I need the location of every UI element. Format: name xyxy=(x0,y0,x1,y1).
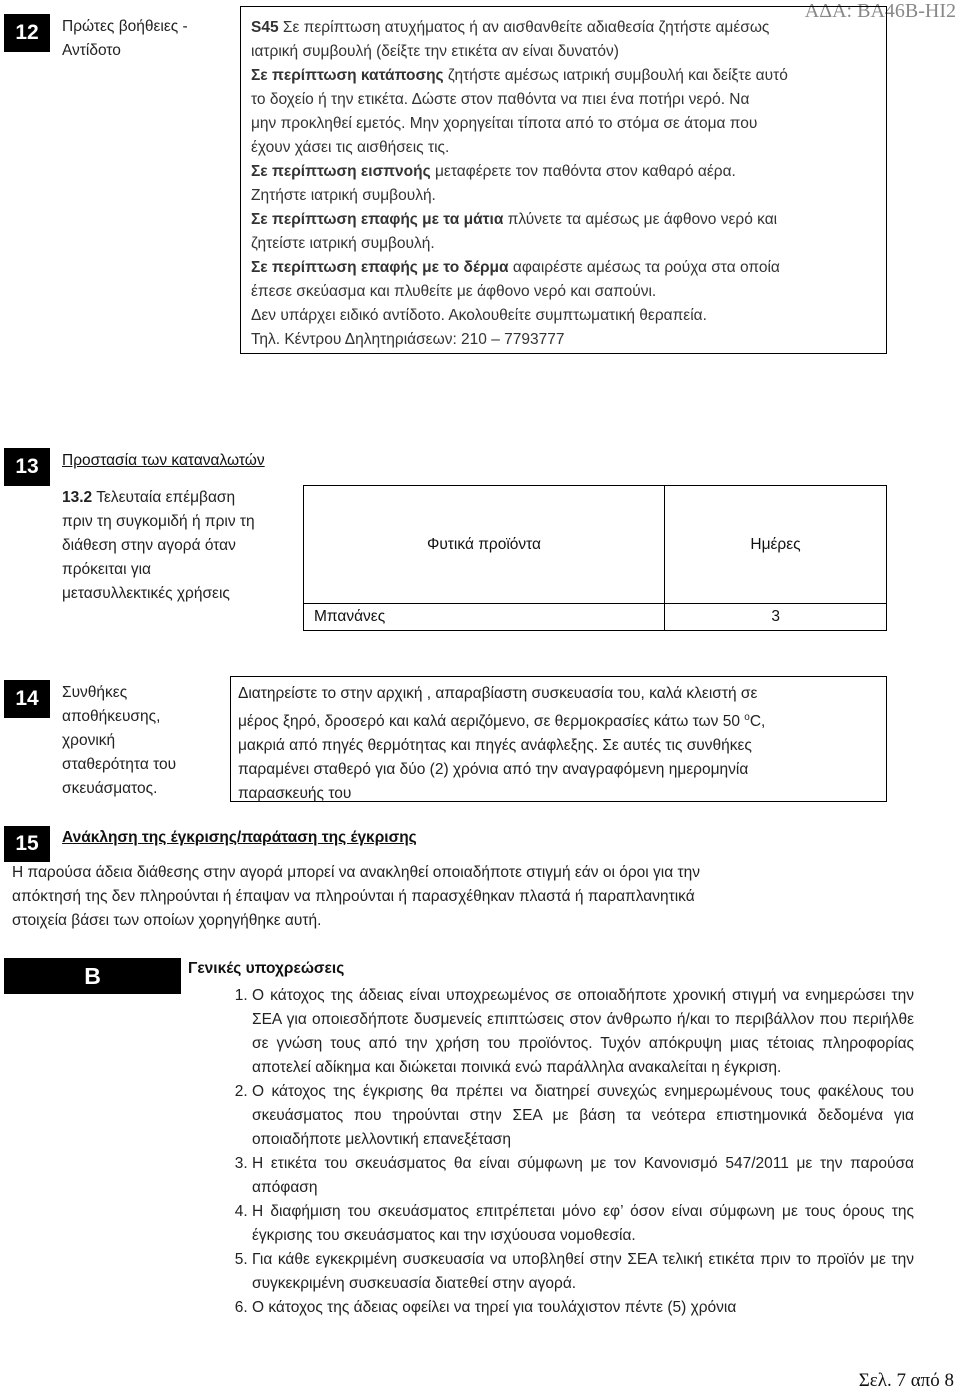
obligation-item: 2. Ο κάτοχος της έγκρισης θα πρέπει να διατηρεί συνεχώς ενημερωμένους τους φακέλους του σκευάσματος που τηρούνται στην ΣΕΑ με βάση τα νεότερα επιστημονικά δεδομένα για οποιαδήποτε μελλοντική επανεξέταση xyxy=(252,1080,914,1152)
text-line: ζητείστε ιατρική συμβουλή. xyxy=(251,235,435,252)
section-12-title xyxy=(62,15,232,63)
text-line: ιατρική συμβουλή (δείξτε την ετικέτα αν είναι δυνατόν) xyxy=(251,43,619,60)
poison-center-phone: Τηλ. Κέντρου Δηλητηριάσεων: 210 – 7793777 xyxy=(251,331,565,348)
text-line: πρόκειται για xyxy=(62,561,152,578)
text: Σε περίπτωση ατυχήματος ή αν αισθανθείτε αδιαθεσία ζητήστε αμέσως xyxy=(278,19,770,36)
obligation-item: 3. Η ετικέτα του σκευάσματος θα είναι σύμφωνη με τον Κανονισμό 547/2011 με την παρούσα απόφαση xyxy=(252,1152,914,1200)
obligation-item: 1. Ο κάτοχος της άδειας είναι υποχρεωμένος σε οποιαδήποτε χρονική στιγμή να ενημερώσει την ΣΕΑ για οποιεσδήποτε δυσμενείς επιπτώσεις στον άνθρωπο ή/και το περιβάλλον που περιήλθε σε γνώση τους από την χρήση του προϊόντος. Τυχόν απόκρυψη μιας τέτοιας πληροφορίας αποτελεί αδίκημα και διώκεται ποινικά ενώ παράλληλα ανακαλείται η έγκριση. xyxy=(252,984,914,1080)
text-line: παραμένει σταθερό για δύο (2) χρόνια από την αναγραφόμενη ημερομηνία xyxy=(238,761,749,779)
page-number: Σελ. 7 από 8 xyxy=(858,1370,954,1391)
section-13-title: Προστασία των καταναλωτών xyxy=(62,452,265,469)
code-s45: S45 xyxy=(251,19,279,36)
section-15-title: Ανάκληση της έγκρισης/παράταση της έγκρισης xyxy=(62,829,417,846)
cell-product: Μπανάνες xyxy=(304,604,665,631)
eye-contact-heading: Σε περίπτωση επαφής με τα μάτια xyxy=(251,211,504,228)
section-15-text xyxy=(12,861,952,933)
text: Τελευταία επέμβαση xyxy=(92,489,236,506)
document-code: ΑΔΑ: ΒΑ46Β-ΗΙ2 xyxy=(804,0,956,22)
text: ζητήστε αμέσως ιατρική συμβουλή και δείξτε αυτό xyxy=(443,67,788,84)
header-days: Ημέρες xyxy=(665,486,887,604)
obligations-list xyxy=(214,984,914,1320)
text-line: χρονική xyxy=(62,732,116,749)
obligation-item: 6. Ο κάτοχος της άδειας οφείλει να τηρεί για τουλάχιστον πέντε (5) χρόνια xyxy=(252,1296,914,1320)
text-line: σταθερότητα του xyxy=(62,756,177,773)
text-line: στοιχεία βάσει των οποίων χορηγήθηκε αυτή. xyxy=(12,912,322,929)
section-13-subtitle xyxy=(62,486,297,606)
text-line: το δοχείο ή την ετικέτα. Δώστε στον παθόντα να πιει ένα ποτήρι νερό. Να xyxy=(251,91,750,108)
section-number-13: 13 xyxy=(4,448,50,486)
text: μέρος ξηρό, δροσερό και καλά αεριζόμενο, σε θερμοκρασίες κάτω των 50 xyxy=(238,713,745,731)
obligation-item: 5. Για κάθε εγκεκριμένη συσκευασία να υποβληθεί στην ΣΕΑ τελική ετικέτα πριν το προϊόν με την συγκεκριμένη συσκευασία διατεθεί στην αγορά. xyxy=(252,1248,914,1296)
header-plant-products: Φυτικά προϊόντα xyxy=(304,486,665,604)
text: C, xyxy=(749,713,766,731)
degree-sup: ο xyxy=(744,712,750,723)
text: μεταφέρετε τον παθόντα στον καθαρό αέρα. xyxy=(430,163,736,180)
text-line: Η παρούσα άδεια διάθεσης στην αγορά μπορεί να ανακληθεί οποιαδήποτε στιγμή εάν οι όροι για την xyxy=(12,864,700,881)
text-line: Ζητήστε ιατρική συμβουλή. xyxy=(251,187,436,204)
skin-contact-heading: Σε περίπτωση επαφής με το δέρμα xyxy=(251,259,509,276)
section-number-15: 15 xyxy=(4,826,50,862)
text-line: μετασυλλεκτικές χρήσεις xyxy=(62,585,230,602)
section-14-title xyxy=(62,681,227,801)
text: αφαιρέστε αμέσως τα ρούχα στα οποία xyxy=(508,259,780,276)
text-line: Συνθήκες xyxy=(62,684,128,701)
text-line: απόκτησή της δεν πληρούνται ή έπαψαν να πληρούνται ή παρασχέθηκαν πλαστά ή παραπλανητικά xyxy=(12,888,695,905)
section-b-title: Γενικές υποχρεώσεις xyxy=(188,960,345,977)
section-12-title-line: Αντίδοτο xyxy=(62,42,121,59)
storage-box xyxy=(230,676,887,802)
text-line: μακριά από πηγές θερμότητας και πηγές ανάφλεξης. Σε αυτές τις συνθήκες xyxy=(238,737,752,755)
text-line: σκευάσματος. xyxy=(62,780,158,797)
text-line: Διατηρείστε το στην αρχική , απαραβίαστη συσκευασία του, καλά κλειστή σε xyxy=(238,685,758,702)
section-letter-b: B xyxy=(4,958,181,994)
section-12-title-line: Πρώτες βοήθειες - xyxy=(62,18,188,35)
first-aid-box xyxy=(240,6,887,354)
text-line: μην προκληθεί εμετός. Μην χορηγείται τίποτα από το στόμα σε άτομα που xyxy=(251,115,758,132)
section-number-12: 12 xyxy=(4,14,50,52)
subsection-number: 13.2 xyxy=(62,489,93,506)
text-line: Δεν υπάρχει ειδικό αντίδοτο. Ακολουθείτε συμπτωματική θεραπεία. xyxy=(251,307,707,324)
text-line: διάθεση στην αγορά όταν xyxy=(62,537,236,554)
text-line: παρασκευής του xyxy=(238,785,352,803)
obligation-item: 4. Η διαφήμιση του σκευάσματος επιτρέπεται μόνο εφ’ όσον είναι σύμφωνη με τους όρους της έγκρισης του σκευάσματος και την ισχύουσα νομοθεσία. xyxy=(252,1200,914,1248)
text-line: έχουν χάσει τις αισθήσεις τις. xyxy=(251,139,450,156)
section-number-14: 14 xyxy=(4,680,50,718)
text-line: έπεσε σκεύασμα και πλυθείτε με άφθονο νερό και σαπούνι. xyxy=(251,283,657,300)
phi-table xyxy=(303,485,887,631)
text-line: πριν τη συγκομιδή ή πριν τη xyxy=(62,513,255,530)
cell-days: 3 xyxy=(665,604,887,631)
ingestion-heading: Σε περίπτωση κατάποσης xyxy=(251,67,444,84)
text: πλύνετε τα αμέσως με άφθονο νερό και xyxy=(503,211,778,228)
text-line: αποθήκευσης, xyxy=(62,708,161,725)
inhalation-heading: Σε περίπτωση εισπνοής xyxy=(251,163,431,180)
